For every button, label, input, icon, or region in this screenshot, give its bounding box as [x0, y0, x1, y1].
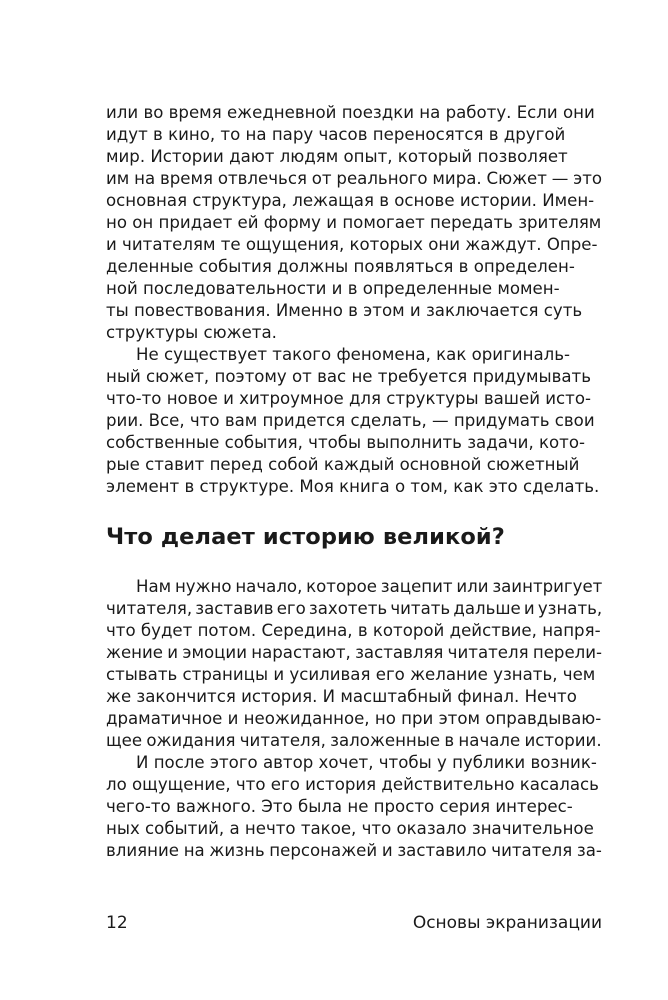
- text-line: но он придает ей форму и помогает передать зрителям: [106, 213, 602, 232]
- text-line: стывать страницы и усиливая его желание узнать, чем: [106, 665, 596, 684]
- text-line: драматичное и неожиданное, но при этом оправдываю-: [106, 709, 602, 728]
- page-number: 12: [106, 913, 128, 933]
- running-title: Основы экранизации: [412, 913, 602, 933]
- text-line: или во время ежедневной поездки на работу. Если они: [106, 103, 595, 122]
- text-line: Не существует такого феномена, как оригиналь-: [136, 345, 570, 364]
- text-line: основная структура, лежащая в основе истории. Имен-: [106, 191, 595, 210]
- text-line: чего-то важного. Это была не просто серия интерес-: [106, 797, 573, 816]
- text-line: ных событий, а нечто такое, что оказало значительное: [106, 819, 594, 838]
- text-line: мир. Истории дают людям опыт, который позволяет: [106, 147, 568, 166]
- text-line: собственные события, чтобы выполнить задачи, кото-: [106, 433, 585, 452]
- text-line: им на время отвлечься от реального мира. Сюжет — это: [106, 169, 603, 188]
- text-line: что будет потом. Середина, в которой действие, напря-: [106, 621, 601, 640]
- section-heading: Что делает историю великой?: [106, 524, 505, 550]
- text-line: рые ставит перед собой каждый основной сюжетный: [106, 455, 580, 474]
- text-line: деленные события должны появляться в определен-: [106, 257, 575, 276]
- text-line: же закончится история. И масштабный финал. Нечто: [106, 687, 577, 706]
- text-line: ло ощущение, что его история действительно касалась: [106, 775, 599, 794]
- text-line: и читателям те ощущения, которых они жаждут. Опре-: [106, 235, 598, 254]
- text-line: читателя, заставив его захотеть читать дальше и узнать,: [106, 599, 603, 618]
- text-line: рии. Все, что вам придется сделать, — придумать свои: [106, 411, 595, 430]
- text-line: Нам нужно начало, которое зацепит или заинтригует: [136, 577, 603, 596]
- text-line: ный сюжет, поэтому от вас не требуется придумывать: [106, 367, 591, 386]
- text-line: структуры сюжета.: [106, 323, 277, 342]
- text-line: И после этого автор хочет, чтобы у публики возник-: [136, 753, 597, 772]
- text-line: элемент в структуре. Моя книга о том, как это сделать.: [106, 477, 600, 496]
- text-line: идут в кино, то на пару часов переносятся в другой: [106, 125, 566, 144]
- text-line: что-то новое и хитроумное для структуры вашей исто-: [106, 389, 591, 408]
- text-line: влияние на жизнь персонажей и заставило читателя за-: [106, 841, 602, 860]
- text-line: ной последовательности и в определенные момен-: [106, 279, 560, 298]
- text-line: жение и эмоции нарастают, заставляя читателя перели-: [106, 643, 603, 662]
- text-line: ты повествования. Именно в этом и заключается суть: [106, 301, 583, 320]
- text-line: щее ожидания читателя, заложенные в начале истории.: [106, 731, 602, 750]
